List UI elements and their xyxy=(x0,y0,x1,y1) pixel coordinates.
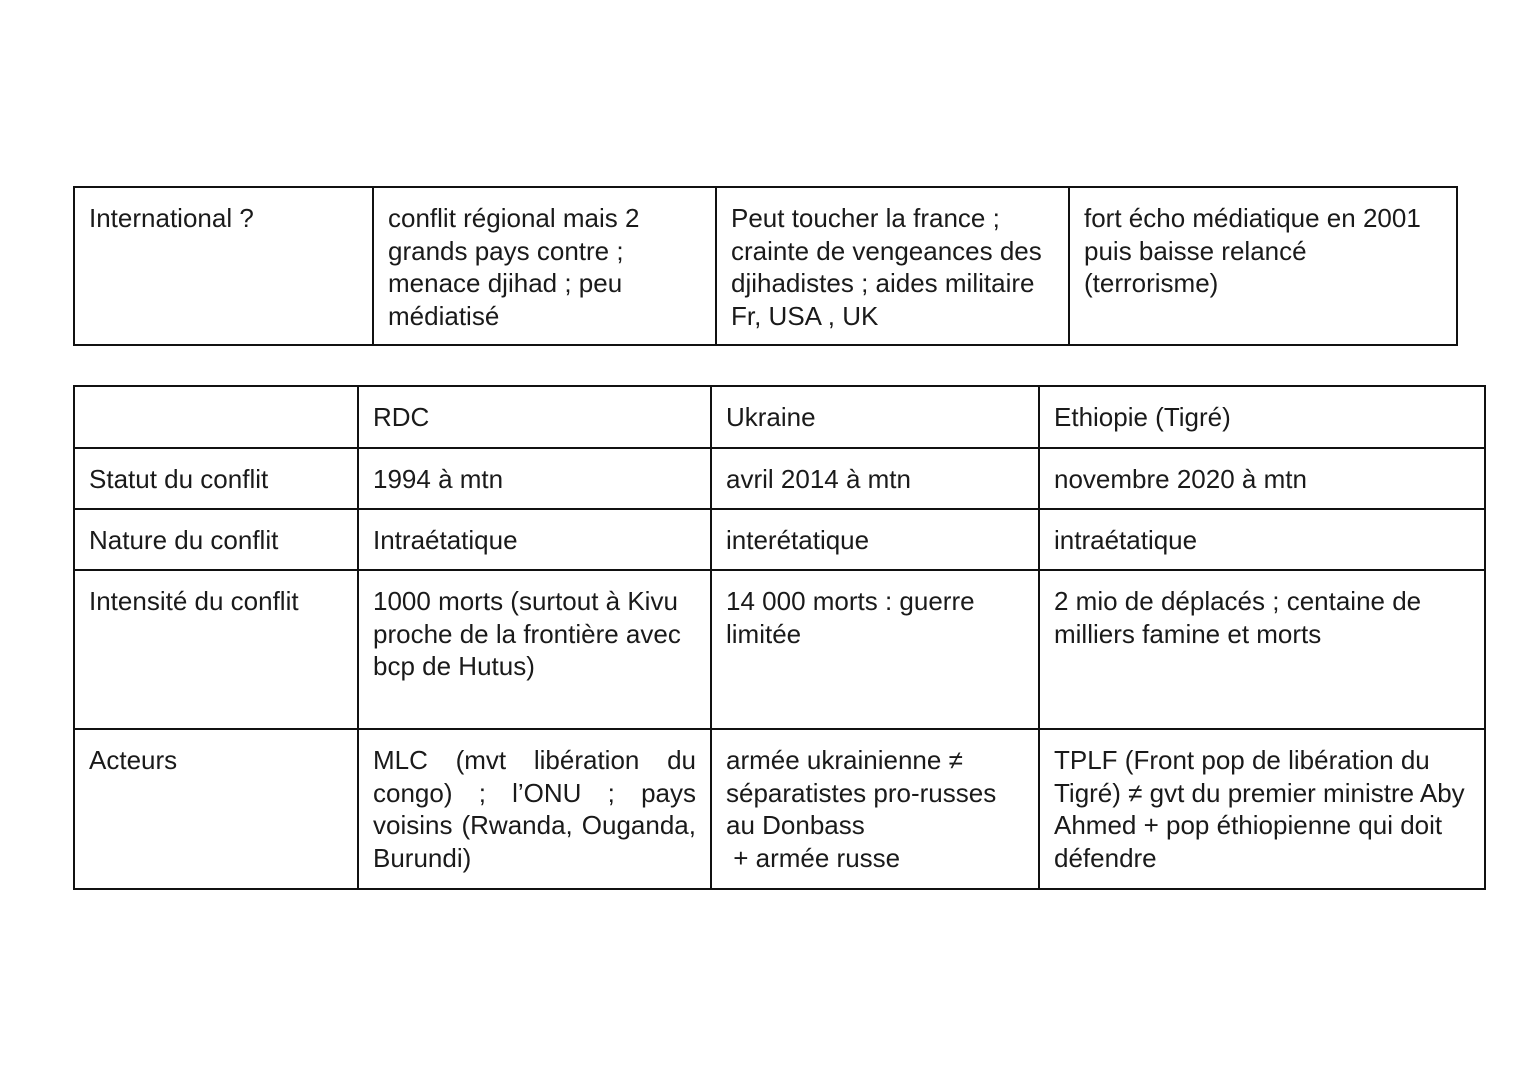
row-label-cell xyxy=(74,729,358,889)
row-label-cell xyxy=(74,509,358,570)
international-cell-col1 xyxy=(373,187,716,345)
row-label: Intensité du conflit xyxy=(89,586,299,616)
table-cell xyxy=(358,729,711,889)
table-row-intensite xyxy=(74,570,1485,729)
table-row-nature xyxy=(74,509,1485,570)
table-cell xyxy=(711,448,1039,509)
cell-text: MLC (mvt libération du congo) ; l’ONU ; pays voisins (Rwanda, Ouganda, Burundi) xyxy=(373,745,696,873)
table-cell xyxy=(711,729,1039,889)
conflict-comparison-table xyxy=(73,385,1486,890)
cell-text: 1994 à mtn xyxy=(373,464,504,494)
cell-text: TPLF (Front pop de libération du Tigré) ≠ gvt du premier ministre Aby Ahmed + pop éthiopienne qui doit défendre xyxy=(1054,745,1465,873)
row-label: Nature du conflit xyxy=(89,525,279,555)
table-cell xyxy=(358,570,711,729)
cell-text: intraétatique xyxy=(1054,525,1198,555)
row-label-cell xyxy=(74,448,358,509)
table-cell xyxy=(1039,729,1485,889)
row-label: Statut du conflit xyxy=(89,464,269,494)
cell-text: fort écho médiatique en 2001 puis baisse relancé (terrorisme) xyxy=(1084,203,1421,298)
cell-text: conflit régional mais 2 grands pays contre ; menace djihad ; peu médiatisé xyxy=(388,203,640,331)
cell-text: avril 2014 à mtn xyxy=(726,464,911,494)
international-table xyxy=(73,186,1458,346)
cell-text: Intraétatique xyxy=(373,525,518,555)
header-cell-rdc xyxy=(358,386,711,448)
cell-text: 1000 morts (surtout à Kivu proche de la frontière avec bcp de Hutus) xyxy=(373,586,681,681)
international-cell-col3 xyxy=(1069,187,1457,345)
cell-text: novembre 2020 à mtn xyxy=(1054,464,1307,494)
table-cell xyxy=(711,509,1039,570)
international-cell-col2 xyxy=(716,187,1069,345)
column-header: Ethiopie (Tigré) xyxy=(1054,402,1231,432)
table-cell xyxy=(1039,570,1485,729)
cell-text: armée ukrainienne ≠ séparatistes pro-russes au Donbass xyxy=(726,745,997,840)
row-label: International ? xyxy=(89,203,254,233)
table-cell xyxy=(1039,448,1485,509)
table-cell xyxy=(711,570,1039,729)
table-cell xyxy=(358,448,711,509)
column-header: Ukraine xyxy=(726,402,816,432)
header-corner-cell xyxy=(74,386,358,448)
cell-text-extra-line: + armée russe xyxy=(726,842,901,873)
header-cell-ukraine xyxy=(711,386,1039,448)
column-header: RDC xyxy=(373,402,430,432)
table-header-row xyxy=(74,386,1485,448)
cell-text: interétatique xyxy=(726,525,870,555)
cell-text: 14 000 morts : guerre limitée xyxy=(726,586,975,649)
cell-text: 2 mio de déplacés ; centaine de milliers famine et morts xyxy=(1054,586,1422,649)
row-label: Acteurs xyxy=(89,745,178,775)
table-row-statut xyxy=(74,448,1485,509)
table-cell xyxy=(358,509,711,570)
international-row xyxy=(74,187,1457,345)
table-cell xyxy=(1039,509,1485,570)
international-label-cell xyxy=(74,187,373,345)
header-cell-ethiopie xyxy=(1039,386,1485,448)
cell-text: Peut toucher la france ; crainte de vengeances des djihadistes ; aides militaire Fr, USA , UK xyxy=(731,203,1042,331)
table-row-acteurs xyxy=(74,729,1485,889)
row-label-cell xyxy=(74,570,358,729)
